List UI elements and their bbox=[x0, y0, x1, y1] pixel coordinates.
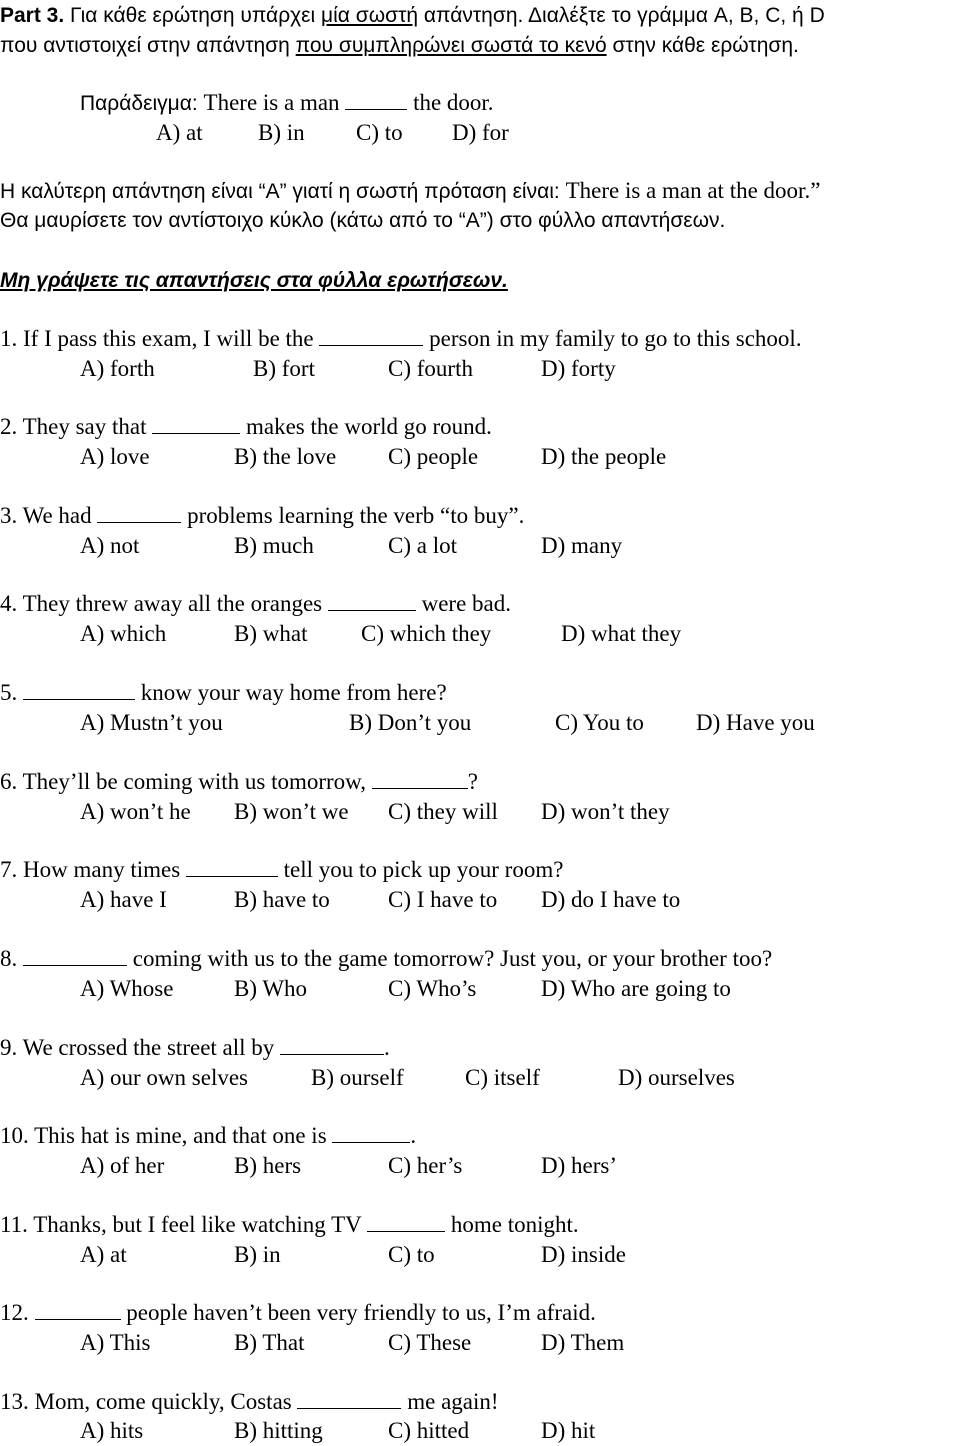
question-text: 2. They say that bbox=[0, 414, 153, 439]
answer-blank bbox=[97, 502, 181, 523]
option-b: B) Don’t you bbox=[349, 710, 472, 735]
answer-blank bbox=[332, 1122, 410, 1143]
question-text: 3. We had bbox=[0, 503, 98, 528]
question-7-options bbox=[0, 885, 960, 915]
question-text: 10. This hat is mine, and that one is bbox=[0, 1123, 333, 1148]
intro-underlined: μία σωστή bbox=[321, 4, 419, 27]
warning-text: Μη γράψετε τις απαντήσεις στα φύλλα ερωτήσεων. bbox=[0, 269, 508, 292]
option-a: A) not bbox=[80, 533, 140, 558]
option-a: A) forth bbox=[80, 356, 155, 381]
explanation-english: There is a man at the door.” bbox=[565, 178, 821, 203]
option-c: C) people bbox=[388, 444, 479, 469]
question-6 bbox=[0, 767, 478, 797]
question-text: know your way home from here? bbox=[135, 680, 447, 705]
option-b: B) fort bbox=[253, 356, 315, 381]
question-text: 9. We crossed the street all by bbox=[0, 1035, 281, 1060]
option-c: C) hitted bbox=[388, 1418, 470, 1443]
example-text: There is a man bbox=[203, 90, 346, 115]
question-text: 1. If I pass this exam, I will be the bbox=[0, 326, 320, 351]
option-c: C) I have to bbox=[388, 887, 498, 912]
question-text: 4. They threw away all the oranges bbox=[0, 591, 328, 616]
question-4-options bbox=[0, 619, 960, 649]
question-text: 13. Mom, come quickly, Costas bbox=[0, 1389, 298, 1414]
option-d: D) Have you bbox=[696, 710, 815, 735]
question-12 bbox=[0, 1298, 596, 1328]
question-text: problems learning the verb “to buy”. bbox=[181, 503, 525, 528]
example-sentence bbox=[80, 88, 494, 118]
option-d: D) Who are going to bbox=[541, 976, 731, 1001]
option-b: B) hitting bbox=[234, 1418, 323, 1443]
option-b: B) have to bbox=[234, 887, 330, 912]
answer-blank bbox=[152, 413, 240, 434]
answer-blank bbox=[372, 768, 468, 789]
option-a: A) Whose bbox=[80, 976, 174, 1001]
option-b: B) Who bbox=[234, 976, 308, 1001]
answer-blank bbox=[23, 945, 127, 966]
intro-text: Για κάθε ερώτηση υπάρχει bbox=[69, 4, 322, 27]
question-11 bbox=[0, 1210, 579, 1240]
question-13-options bbox=[0, 1416, 960, 1446]
example-explanation bbox=[0, 176, 820, 206]
option-c: C) fourth bbox=[388, 356, 473, 381]
question-text: 7. How many times bbox=[0, 857, 186, 882]
question-text: tell you to pick up your room? bbox=[277, 857, 564, 882]
option-d: D) ourselves bbox=[618, 1065, 735, 1090]
option-a: A) our own selves bbox=[80, 1065, 248, 1090]
question-text: 12. bbox=[0, 1300, 35, 1325]
intro-underlined: που συμπληρώνει σωστά το κενό bbox=[295, 34, 607, 57]
option-d: D) hers’ bbox=[541, 1153, 617, 1178]
option-d: D) inside bbox=[541, 1242, 626, 1267]
option-a: A) at bbox=[80, 1242, 127, 1267]
option-a: A) at bbox=[156, 120, 203, 145]
option-a: A) have I bbox=[80, 887, 167, 912]
question-text: me again! bbox=[401, 1389, 499, 1414]
instructions-line-1 bbox=[0, 0, 825, 30]
option-c: C) You to bbox=[555, 710, 644, 735]
option-a: A) won’t he bbox=[80, 799, 191, 824]
answer-blank bbox=[23, 679, 135, 700]
option-b: B) much bbox=[234, 533, 314, 558]
question-text: makes the world go round. bbox=[240, 414, 492, 439]
answer-blank bbox=[280, 1034, 384, 1055]
question-text: person in my family to go to this school. bbox=[423, 326, 802, 351]
question-10 bbox=[0, 1121, 416, 1151]
question-text: 6. They’ll be coming with us tomorrow, bbox=[0, 769, 372, 794]
option-c: C) they will bbox=[388, 799, 498, 824]
question-text: home tonight. bbox=[445, 1212, 579, 1237]
example-text: the door. bbox=[407, 90, 494, 115]
option-a: A) hits bbox=[80, 1418, 144, 1443]
option-d: D) Them bbox=[541, 1330, 625, 1355]
option-b: B) That bbox=[234, 1330, 305, 1355]
question-13 bbox=[0, 1387, 499, 1417]
question-8-options bbox=[0, 974, 960, 1004]
intro-text: που αντιστοιχεί στην απάντηση bbox=[0, 34, 296, 57]
question-11-options bbox=[0, 1240, 960, 1270]
option-a: A) This bbox=[80, 1330, 151, 1355]
question-text: coming with us to the game tomorrow? Just you, or your brother too? bbox=[127, 946, 773, 971]
answer-blank bbox=[297, 1388, 401, 1409]
option-d: D) won’t they bbox=[541, 799, 670, 824]
example-options bbox=[0, 118, 960, 148]
option-c: C) her’s bbox=[388, 1153, 463, 1178]
question-text: . bbox=[384, 1035, 390, 1060]
answer-blank bbox=[319, 325, 423, 346]
option-c: C) Who’s bbox=[388, 976, 477, 1001]
answer-blank bbox=[35, 1299, 121, 1320]
answer-blank bbox=[345, 89, 407, 110]
example-instruction: Θα μαυρίσετε τον αντίστοιχο κύκλο (κάτω από το “A”) στο φύλλο απαντήσεων. bbox=[0, 209, 726, 232]
question-text: . bbox=[410, 1123, 417, 1148]
option-d: D) do I have to bbox=[541, 887, 681, 912]
option-a: A) of her bbox=[80, 1153, 165, 1178]
question-4 bbox=[0, 589, 511, 619]
instructions-line-2 bbox=[0, 30, 799, 60]
intro-text: απάντηση. Διαλέξτε το γράμμα A, B, C, ή D bbox=[418, 4, 825, 27]
option-c: C) itself bbox=[465, 1065, 540, 1090]
question-9-options bbox=[0, 1063, 960, 1093]
option-b: B) in bbox=[234, 1242, 281, 1267]
option-d: D) what they bbox=[561, 621, 682, 646]
question-9 bbox=[0, 1033, 390, 1063]
option-b: B) won’t we bbox=[234, 799, 349, 824]
question-8 bbox=[0, 944, 772, 974]
option-d: D) many bbox=[541, 533, 623, 558]
option-b: B) the love bbox=[234, 444, 337, 469]
question-2 bbox=[0, 412, 492, 442]
option-b: B) hers bbox=[234, 1153, 302, 1178]
question-3-options bbox=[0, 531, 960, 561]
question-text: 8. bbox=[0, 946, 23, 971]
option-c: C) a lot bbox=[388, 533, 457, 558]
example-prefix: Παράδειγμα: bbox=[80, 92, 204, 115]
option-a: A) which bbox=[80, 621, 167, 646]
intro-text: στην κάθε ερώτηση. bbox=[606, 34, 799, 57]
question-text: people haven’t been very friendly to us, I’m afraid. bbox=[120, 1300, 596, 1325]
question-3 bbox=[0, 501, 524, 531]
option-b: B) what bbox=[234, 621, 308, 646]
answer-blank bbox=[367, 1211, 445, 1232]
answer-blank bbox=[328, 590, 416, 611]
option-c: C) which they bbox=[361, 621, 492, 646]
option-c: C) to bbox=[356, 120, 403, 145]
question-12-options bbox=[0, 1328, 960, 1358]
option-a: A) Mustn’t you bbox=[80, 710, 223, 735]
question-text: ? bbox=[467, 769, 479, 794]
answer-blank bbox=[186, 856, 278, 877]
question-text: 5. bbox=[0, 680, 23, 705]
option-d: D) hit bbox=[541, 1418, 596, 1443]
question-10-options bbox=[0, 1151, 960, 1181]
question-1 bbox=[0, 324, 802, 354]
question-7 bbox=[0, 855, 563, 885]
option-c: C) to bbox=[388, 1242, 435, 1267]
question-6-options bbox=[0, 797, 960, 827]
question-text: 11. Thanks, but I feel like watching TV bbox=[0, 1212, 368, 1237]
question-1-options bbox=[0, 354, 960, 384]
explanation-greek: Η καλύτερη απάντηση είναι “A” γιατί η σωστή πρόταση είναι: bbox=[0, 180, 566, 203]
question-text: were bad. bbox=[415, 591, 512, 616]
option-a: A) love bbox=[80, 444, 150, 469]
option-b: B) in bbox=[258, 120, 305, 145]
option-c: C) These bbox=[388, 1330, 472, 1355]
option-d: D) for bbox=[452, 120, 509, 145]
question-5-options bbox=[0, 708, 960, 738]
option-d: D) forty bbox=[541, 356, 616, 381]
option-b: B) ourself bbox=[311, 1065, 404, 1090]
part-label: Part 3. bbox=[0, 4, 65, 27]
question-5 bbox=[0, 678, 447, 708]
question-2-options bbox=[0, 442, 960, 472]
option-d: D) the people bbox=[541, 444, 667, 469]
